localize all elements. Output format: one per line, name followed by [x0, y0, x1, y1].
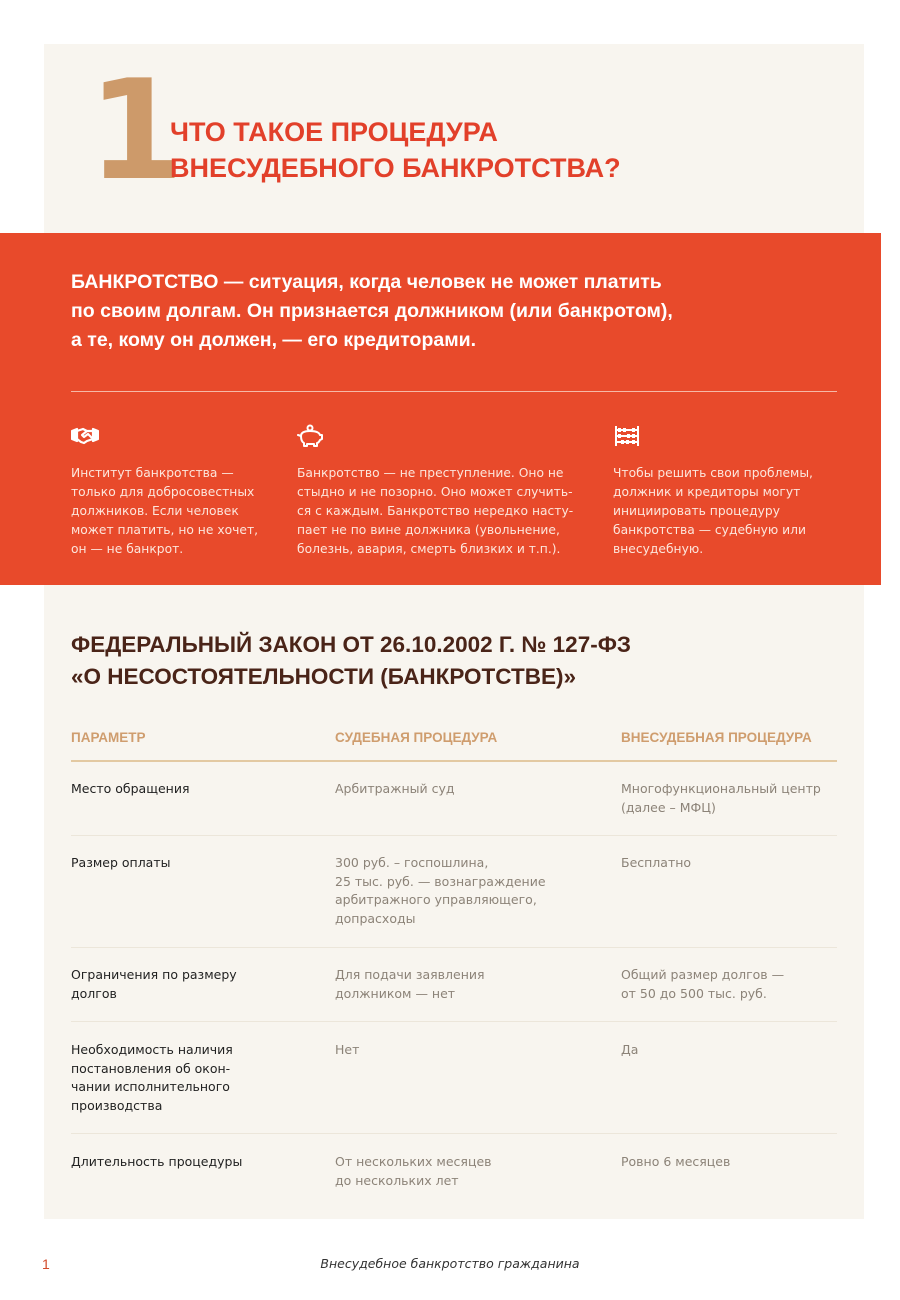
chapter-number: 1 — [88, 50, 181, 211]
handshake-icon — [71, 424, 99, 448]
divider — [71, 391, 837, 392]
footer-title: Внесудебное банкротство гражданина — [320, 1256, 580, 1271]
cell-line: производства — [71, 1097, 163, 1113]
cell-line: должником — нет — [335, 985, 456, 1001]
fact-line: инициировать процедуру — [613, 504, 780, 518]
cell-line: Нет — [335, 1042, 360, 1057]
fact-column — [297, 424, 573, 559]
table-header-parameter: ПАРАМЕТР — [71, 730, 146, 745]
table-cell-parameter — [71, 966, 237, 1003]
table-cell-parameter — [71, 1041, 233, 1115]
fact-line: должник и кредиторы могут — [613, 485, 801, 499]
definition-line: а те, кому он должен, — его кредиторами. — [71, 329, 477, 351]
abacus-icon — [613, 424, 641, 448]
table-cell-parameter — [71, 854, 171, 873]
row-divider — [71, 1021, 837, 1022]
cell-line: арбитражного управляющего, — [335, 892, 537, 907]
cell-line: постановления об окон- — [71, 1060, 231, 1076]
fact-line: может платить, но не хочет, — [71, 523, 259, 537]
law-title-line: «О НЕСОСТОЯТЕЛЬНОСТИ (БАНКРОТСТВЕ)» — [71, 664, 576, 689]
fact-column — [71, 424, 258, 559]
definition-line: по своим долгам. Он признается должником (или банкротом), — [71, 300, 673, 322]
cell-line: Для подачи заявления — [335, 967, 485, 982]
table-cell-extrajudicial — [621, 780, 821, 817]
table-header-court: СУДЕБНАЯ ПРОЦЕДУРА — [335, 730, 498, 745]
page-number: 1 — [42, 1256, 50, 1272]
cell-line: Ровно 6 месяцев — [621, 1154, 731, 1169]
fact-line: только для добросовестных — [71, 485, 255, 499]
table-cell-parameter — [71, 780, 189, 799]
cell-line: 300 руб. – госпошлина, — [335, 855, 489, 870]
table-cell-court — [335, 1041, 359, 1060]
fact-line: он — не банкрот. — [71, 542, 184, 556]
chapter-title-line: ЧТО ТАКОЕ ПРОЦЕДУРА — [170, 117, 498, 147]
table-cell-extrajudicial — [621, 854, 691, 873]
piggy-bank-icon — [297, 424, 325, 448]
table-cell-court — [335, 854, 546, 928]
cell-line: Размер оплаты — [71, 855, 171, 870]
row-divider — [71, 947, 837, 948]
fact-line: должников. Если человек — [71, 504, 239, 518]
cell-line: от 50 до 500 тыс. руб. — [621, 985, 767, 1001]
table-cell-extrajudicial — [621, 1041, 638, 1060]
law-title-line: ФЕДЕРАЛЬНЫЙ ЗАКОН ОТ 26.10.2002 Г. № 127-ФЗ — [71, 632, 632, 657]
fact-line: внесудебную. — [613, 542, 704, 556]
cell-line: Общий размер долгов — — [621, 967, 785, 982]
cell-line: Арбитражный суд — [335, 781, 455, 796]
fact-line: Институт банкротства — — [71, 466, 234, 480]
fact-line: стыдно и не позорно. Оно может случить- — [297, 485, 573, 499]
fact-line: банкротства — судебную или — [613, 523, 807, 537]
cell-line: 25 тыс. руб. — вознаграждение — [335, 873, 546, 889]
table-cell-extrajudicial — [621, 966, 784, 1003]
cell-line: (далее – МФЦ) — [621, 799, 716, 815]
fact-column — [613, 424, 813, 559]
table-header-extrajudicial: ВНЕСУДЕБНАЯ ПРОЦЕДУРА — [621, 730, 812, 745]
chapter-title — [170, 114, 621, 186]
cell-line: Бесплатно — [621, 855, 692, 870]
table-header-rule — [71, 760, 837, 762]
cell-line: Длительность процедуры — [71, 1154, 243, 1169]
chapter-title-line: ВНЕСУДЕБНОГО БАНКРОТСТВА? — [170, 153, 621, 183]
definition-text — [71, 268, 831, 355]
fact-line: Банкротство — не преступление. Оно не — [297, 466, 564, 480]
cell-line: допрасходы — [335, 910, 416, 926]
table-cell-parameter — [71, 1153, 242, 1172]
cell-line: Многофункциональный центр — [621, 781, 821, 796]
cell-line: От нескольких месяцев — [335, 1154, 492, 1169]
table-cell-court — [335, 780, 455, 799]
cell-line: долгов — [71, 985, 117, 1001]
row-divider — [71, 1133, 837, 1134]
row-divider — [71, 835, 837, 836]
law-title — [71, 629, 631, 693]
cell-line: чании исполнительного — [71, 1079, 230, 1094]
cell-line: Ограничения по размеру — [71, 967, 237, 982]
cell-line: до нескольких лет — [335, 1172, 459, 1188]
definition-line: БАНКРОТСТВО — ситуация, когда человек не может платить — [71, 271, 662, 293]
fact-line: болезнь, авария, смерть близких и т.п.). — [297, 542, 561, 556]
cell-line: Место обращения — [71, 781, 190, 796]
cell-line: Необходимость наличия — [71, 1042, 233, 1057]
table-cell-court — [335, 1153, 492, 1190]
cell-line: Да — [621, 1042, 639, 1057]
fact-line: ся с каждым. Банкротство нередко насту- — [297, 504, 574, 518]
table-cell-court — [335, 966, 485, 1003]
fact-line: Чтобы решить свои проблемы, — [613, 466, 813, 480]
fact-line: пает не по вине должника (увольнение, — [297, 523, 560, 537]
table-cell-extrajudicial — [621, 1153, 730, 1172]
